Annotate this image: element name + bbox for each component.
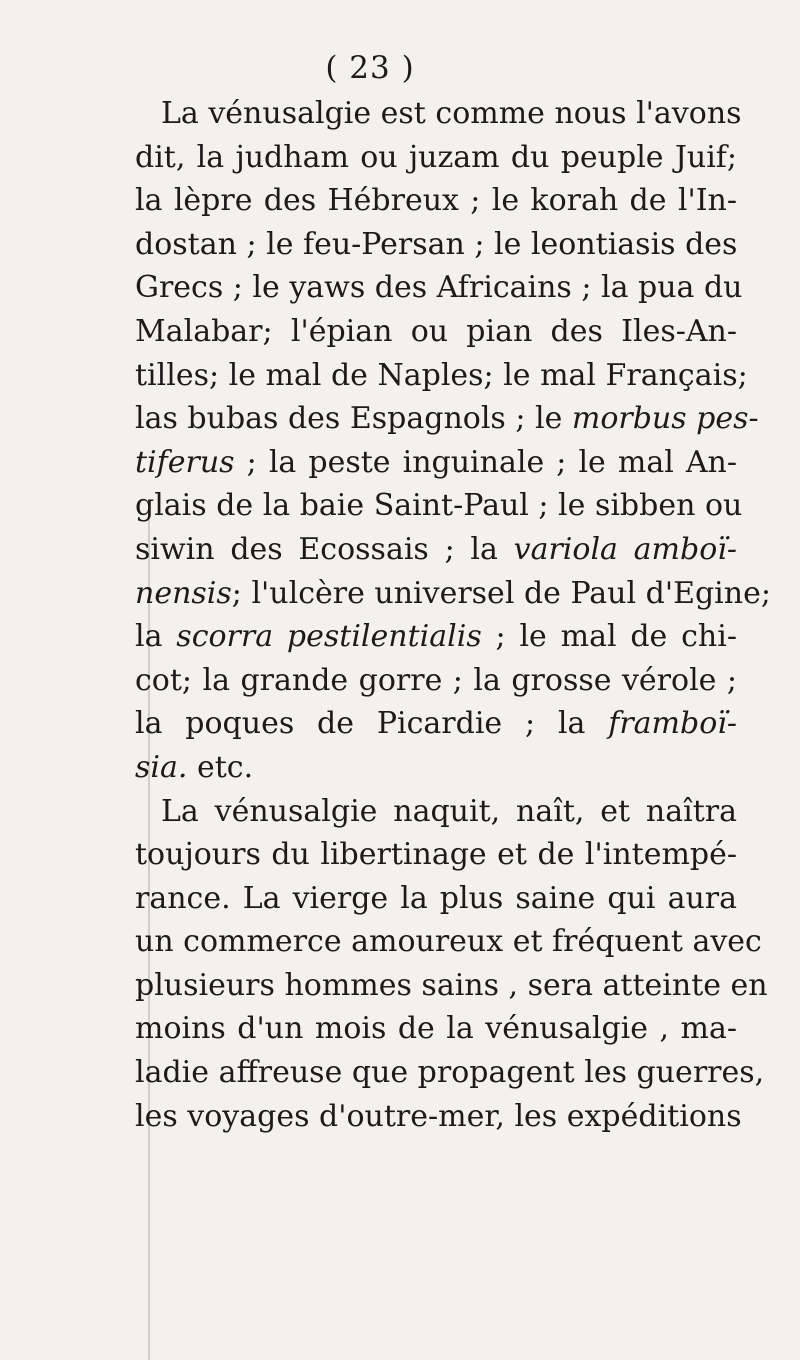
text-line [135, 92, 742, 136]
text-segment: la [135, 619, 177, 655]
italic-text: scorra pestilentialis [176, 619, 482, 655]
text-segment: dit, la judham ou juzam du peuple Juif; [135, 139, 737, 175]
text-line [135, 223, 737, 267]
text-line [135, 746, 737, 790]
text-segment: toujours du libertinage et de l'intempé- [135, 837, 737, 873]
text-segment: rance. La vierge la plus saine qui aura [135, 880, 737, 916]
text-segment: glais de la baie Saint-Paul ; le sibben ou [135, 488, 743, 524]
text-line [135, 877, 737, 921]
italic-text: framboï- [608, 706, 737, 742]
text-line [135, 1007, 737, 1051]
page-number: ( 23 ) [325, 50, 415, 86]
text-segment: ; le mal de chi- [481, 619, 737, 655]
italic-text: morbus pes- [571, 401, 759, 437]
text-segment: tilles; le mal de Naples; le mal Français; [135, 357, 748, 393]
italic-text: variola amboï- [513, 531, 737, 567]
text-line [135, 659, 737, 703]
text-line [135, 179, 737, 223]
text-segment: la poques de Picardie ; la [135, 706, 609, 742]
text-segment: La vénusalgie est comme nous l'avons [161, 96, 742, 131]
text-segment: cot; la grande gorre ; la grosse vérole ; [135, 662, 737, 698]
text-line [135, 1051, 765, 1095]
text-line [135, 1095, 742, 1139]
text-segment: etc. [187, 749, 254, 785]
italic-text: sia. [135, 749, 188, 785]
text-line [135, 266, 743, 310]
text-segment: ; l'ulcère universel de Paul d'Egine; [231, 575, 771, 611]
text-segment: un commerce amoureux et fréquent avec [135, 924, 762, 960]
text-line [135, 964, 768, 1008]
text-segment: Grecs ; le yaws des Africains ; la pua du [135, 270, 743, 306]
body-text [135, 92, 771, 1138]
text-segment: ; la peste inguinale ; le mal An- [234, 444, 737, 480]
text-segment: moins d'un mois de la vénusalgie , ma- [135, 1011, 737, 1047]
italic-text: nensis [135, 575, 232, 611]
text-segment: plusieurs hommes sains , sera atteinte en [135, 967, 768, 1003]
text-line [135, 615, 737, 659]
text-line [135, 397, 759, 441]
text-line [135, 920, 762, 964]
text-line [135, 310, 737, 354]
text-segment: ladie affreuse que propagent les guerres, [135, 1055, 765, 1091]
italic-text: tiferus [135, 444, 235, 480]
text-line [135, 702, 737, 746]
text-segment: dostan ; le feu-Persan ; le leontiasis des [135, 226, 738, 262]
text-line [135, 528, 737, 572]
text-line [135, 441, 737, 485]
text-segment: la lèpre des Hébreux ; le korah de l'In- [135, 183, 737, 219]
text-segment: siwin des Ecossais ; la [135, 531, 514, 567]
text-segment: La vénusalgie naquit, naît, et naîtra [161, 793, 737, 829]
text-line [135, 136, 737, 180]
text-line [135, 833, 737, 877]
text-line [135, 572, 771, 616]
text-line [135, 484, 743, 528]
text-segment: les voyages d'outre-mer, les expéditions [135, 1098, 742, 1134]
text-line [135, 790, 737, 834]
text-segment: las bubas des Espagnols ; le [135, 401, 572, 437]
text-line [135, 354, 748, 398]
text-segment: Malabar; l'épian ou pian des Iles-An- [135, 313, 737, 349]
